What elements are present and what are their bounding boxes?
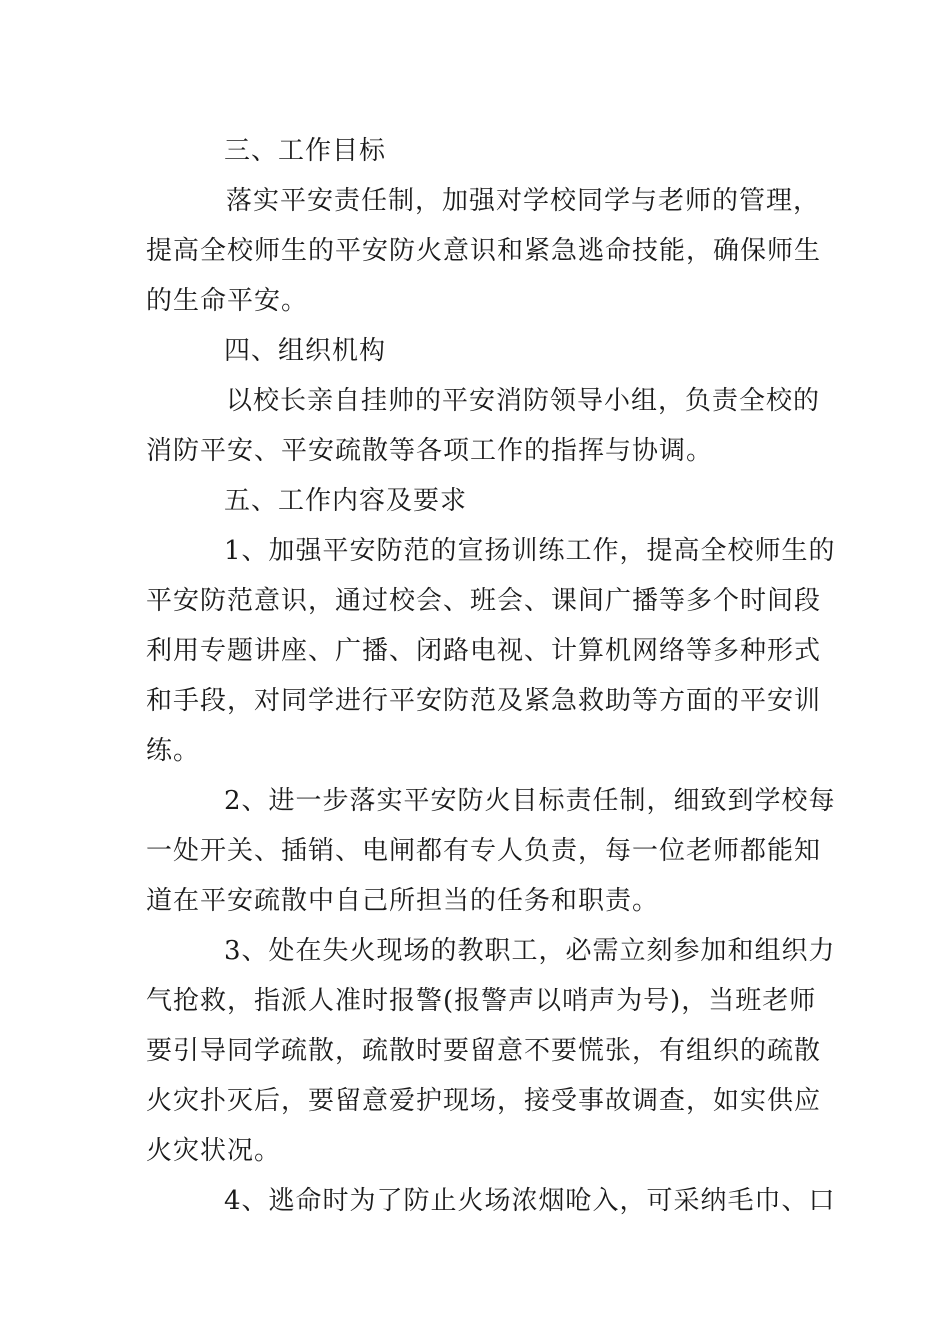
paragraph-line: 1、加强平安防范的宣扬训练工作，提高全校师生的: [224, 536, 836, 566]
heading-work-goals: 三、工作目标: [224, 136, 387, 166]
paragraph-line: 练。: [146, 736, 201, 766]
paragraph-line: 消防平安、平安疏散等各项工作的指挥与协调。: [146, 436, 714, 466]
paragraph-line: 和手段，对同学进行平安防范及紧急救助等方面的平安训: [146, 686, 822, 716]
paragraph-line: 火灾状况。: [146, 1136, 282, 1166]
heading-organization: 四、组织机构: [224, 336, 387, 366]
paragraph-line: 火灾扑灭后，要留意爱护现场，接受事故调查，如实供应: [146, 1086, 822, 1116]
paragraph-line: 提高全校师生的平安防火意识和紧急逃命技能，确保师生: [146, 236, 822, 266]
paragraph-line: 以校长亲自挂帅的平安消防领导小组，负责全校的: [226, 386, 821, 416]
paragraph-line: 利用专题讲座、广播、闭路电视、计算机网络等多种形式: [146, 636, 822, 666]
paragraph-line: 一处开关、插销、电闸都有专人负责，每一位老师都能知: [146, 836, 822, 866]
paragraph-line: 2、进一步落实平安防火目标责任制，细致到学校每: [224, 786, 836, 816]
paragraph-line: 气抢救，指派人准时报警(报警声以哨声为号)，当班老师: [146, 986, 817, 1016]
paragraph-line: 要引导同学疏散，疏散时要留意不要慌张，有组织的疏散: [146, 1036, 822, 1066]
paragraph-line: 的生命平安。: [146, 286, 309, 316]
paragraph-line: 平安防范意识，通过校会、班会、课间广播等多个时间段: [146, 586, 822, 616]
paragraph-line: 道在平安疏散中自己所担当的任务和职责。: [146, 886, 660, 916]
heading-work-content: 五、工作内容及要求: [224, 486, 468, 516]
paragraph-line: 4、逃命时为了防止火场浓烟呛入，可采纳毛巾、口: [224, 1186, 836, 1216]
paragraph-line: 3、处在失火现场的教职工，必需立刻参加和组织力: [224, 936, 836, 966]
paragraph-line: 落实平安责任制，加强对学校同学与老师的管理，: [226, 186, 821, 216]
